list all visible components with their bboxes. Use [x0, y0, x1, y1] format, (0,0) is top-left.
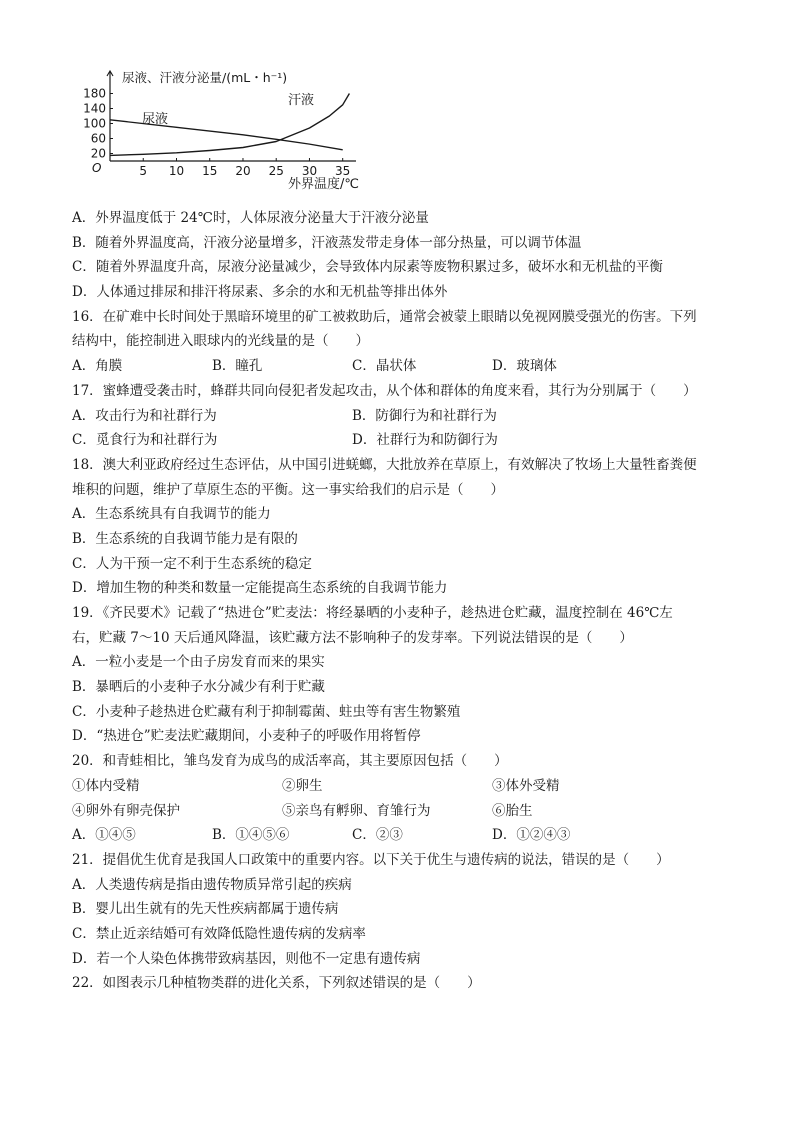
- q19-option-d: D．“热进仓”贮麦法贮藏期间，小麦种子的呼吸作用将暂停: [72, 728, 421, 745]
- chart-y-tick-label-140: 140: [83, 101, 106, 116]
- q18-option-c: C．人为干预一定不利于生态系统的稳定: [72, 555, 312, 572]
- q17-options-row1: [72, 404, 732, 429]
- q17-option-b: B．防御行为和社群行为: [352, 407, 497, 424]
- q15-option-d: D．人体通过排尿和排汗将尿素、多余的水和无机盐等排出体外: [72, 284, 448, 301]
- chart-x-tick-label-15: 15: [202, 164, 218, 178]
- q21-option-b: B．婴儿出生就有的先天性疾病都属于遗传病: [72, 901, 339, 918]
- q16-option-b: B．瞳孔: [212, 358, 263, 375]
- q18-option-b: B．生态系统的自我调节能力是有限的: [72, 530, 298, 547]
- q20-item-6: ⑥胎生: [492, 802, 533, 819]
- q16-option-c: C．晶状体: [352, 358, 417, 375]
- chart-y-tick-label-180: 180: [83, 86, 106, 101]
- sweat-series-label: 汗液: [288, 93, 315, 108]
- q16-stem-line2: 结构中，能控制进入眼球内的光线量的是（ ）: [72, 333, 369, 350]
- chart-y-axis-label: 尿液、汗液分泌量/(mL・h⁻¹): [122, 70, 288, 85]
- q20-item-4: ④卵外有卵壳保护: [72, 802, 180, 819]
- q16-option-a: A．角膜: [72, 358, 123, 375]
- q22-stem: 22．如图表示几种植物类群的进化关系，下列叙述错误的是（ ）: [72, 975, 481, 992]
- q20-item-1: ①体内受精: [72, 777, 140, 794]
- q15-option-a: A．外界温度低于 24℃时，人体尿液分泌量大于汗液分泌量: [72, 210, 429, 226]
- q20-item-2: ②卵生: [282, 777, 323, 794]
- q21-option-a: A．人类遗传病是指由遗传物质异常引起的疾病: [72, 876, 352, 893]
- q21-option-c: C．禁止近亲结婚可有效降低隐性遗传病的发病率: [72, 925, 366, 942]
- q21-option-d: D．若一个人染色体携带致病基因，则他不一定患有遗传病: [72, 950, 421, 967]
- q18-stem-line1: 18．澳大利亚政府经过生态评估，从中国引进蜣螂，大批放养在草原上，有效解决了牧场上大量牲畜粪便: [72, 456, 697, 473]
- q20-option-d: D．①②④③: [492, 827, 571, 844]
- q15-option-c: C．随着外界温度升高，尿液分泌量减少，会导致体内尿素等废物积累过多，破坏水和无机盐的平衡: [72, 259, 663, 276]
- chart-y-tick-label-60: 60: [90, 131, 106, 146]
- q17-option-a: A．攻击行为和社群行为: [72, 407, 217, 424]
- urine-series-label: 尿液: [142, 112, 169, 127]
- q18-stem-line2: 堆积的问题，维护了草原生态的平衡。这一事实给我们的启示是（ ）: [72, 481, 504, 498]
- q21-stem: 21．提倡优生优育是我国人口政策中的重要内容。以下关于优生与遗传病的说法，错误的是（ ）: [72, 851, 670, 868]
- q19-stem-line1: 19．《齐民要术》记载了“热进仓”贮麦法：将经暴晒的小麦种子，趁热进仓贮藏，温度控制在 46℃左: [72, 605, 673, 621]
- chart-x-tick-label-20: 20: [235, 164, 251, 178]
- secretion-temperature-chart: [76, 68, 396, 192]
- chart-x-tick-label-30: 30: [301, 164, 318, 178]
- q17-stem: 17．蜜蜂遭受袭击时，蜂群共同向侵犯者发起攻击，从个体和群体的角度来看，其行为分别属于（ ）: [72, 382, 697, 399]
- q20-item-3: ③体外受精: [492, 777, 560, 794]
- chart-x-tick-label-35: 35: [335, 164, 351, 178]
- chart-y-tick-label-100: 100: [83, 116, 106, 131]
- q20-items-row1: [72, 774, 732, 799]
- q20-options: [72, 823, 732, 848]
- q19-option-b: B．暴晒后的小麦种子水分减少有利于贮藏: [72, 679, 325, 696]
- chart-y-tick-label-20: 20: [90, 146, 106, 161]
- chart-x-axis-label: 外界温度/℃: [288, 177, 359, 192]
- q17-option-c: C．觅食行为和社群行为: [72, 432, 218, 449]
- q18-option-d: D．增加生物的种类和数量一定能提高生态系统的自我调节能力: [72, 580, 448, 597]
- q20-items-row2: [72, 799, 732, 824]
- questions: [72, 206, 732, 996]
- chart-x-tick-label-10: 10: [168, 164, 185, 178]
- q20-stem: 20．和青蛙相比，雏鸟发育为成鸟的成活率高，其主要原因包括（ ）: [72, 753, 508, 770]
- q20-option-b: B．①④⑤⑥: [212, 827, 290, 844]
- q18-option-a: A．生态系统具有自我调节的能力: [72, 506, 271, 523]
- chart-x-tick-label-25: 25: [268, 164, 284, 178]
- q20-option-c: C．②③: [352, 827, 403, 844]
- q16-options: [72, 354, 732, 379]
- q15-option-b: B．随着外界温度高，汗液分泌量增多，汗液蒸发带走身体一部分热量，可以调节体温: [72, 234, 582, 251]
- q16-stem-line1: 16．在矿难中长时间处于黑暗环境里的矿工被救助后，通常会被蒙上眼睛以免视网膜受强光的伤害。下列: [72, 308, 697, 325]
- q17-option-d: D．社群行为和防御行为: [352, 432, 498, 449]
- q19-option-c: C．小麦种子趁热进仓贮藏有利于抑制霉菌、蛀虫等有害生物繁殖: [72, 703, 461, 720]
- q16-option-d: D．玻璃体: [492, 358, 557, 375]
- q19-option-a: A．一粒小麦是一个由子房发育而来的果实: [72, 654, 325, 671]
- q20-item-5: ⑤亲鸟有孵卵、育雏行为: [282, 802, 431, 819]
- q20-option-a: A．①④⑤: [72, 827, 136, 844]
- chart-x-tick-label-5: 5: [139, 164, 148, 178]
- chart-origin-label: O: [92, 161, 102, 175]
- q17-options-row2: [72, 428, 732, 453]
- q19-stem-line2: 右，贮藏 7～10 天后通风降温，该贮藏方法不影响种子的发芽率。下列说法错误的是（ ）: [72, 629, 633, 646]
